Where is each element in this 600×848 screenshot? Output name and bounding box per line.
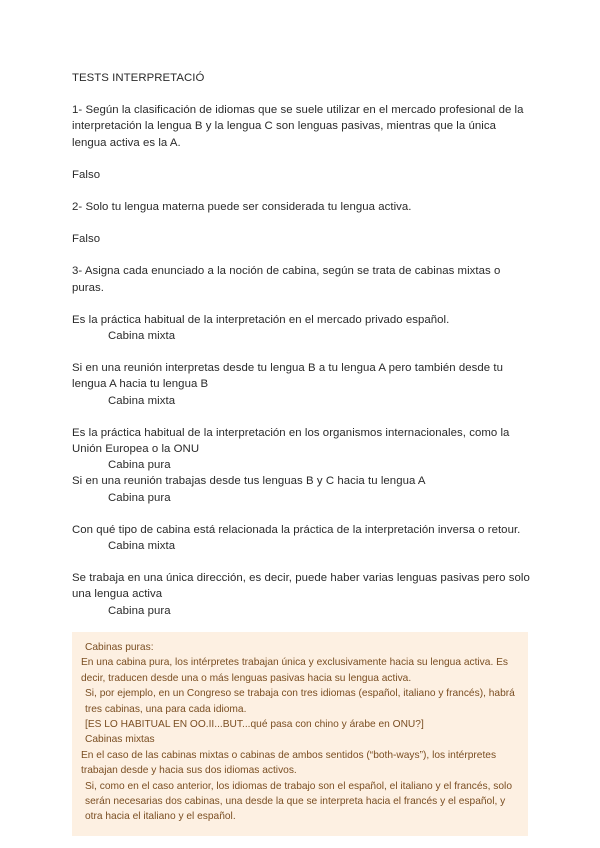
statement-5: Con qué tipo de cabina está relacionada la práctica de la interpretación inversa o retour. xyxy=(72,523,521,536)
statement-2: Si en una reunión interpretas desde tu lengua B a tu lengua A pero también desde tu lengua A hacia tu lengua B xyxy=(72,362,503,391)
note-heading-mixtas: Cabinas mixtas xyxy=(85,734,155,746)
statement-3: Es la práctica habitual de la interpretación en los organismos internacionales, como la Unión Europea o la ONU xyxy=(72,426,510,456)
document-body xyxy=(72,70,532,619)
statement-3-answer: Cabina pura xyxy=(108,459,171,472)
statement-2-answer: Cabina mixta xyxy=(108,394,176,407)
statement-6-answer: Cabina pura xyxy=(108,604,171,617)
question-1: 1- Según la clasificación de idiomas que se suele utilizar en el mercado profesional de la interpretación la lengua B y la lengua C son lenguas pasivas, mientras que la única lengua activa es la A. xyxy=(72,104,524,149)
note-line: Si, por ejemplo, en un Congreso se trabaja con tres idiomas (español, italiano y francés), habrá tres cabinas, una para cada idioma. xyxy=(85,688,515,715)
statement-6: Se trabaja en una única dirección, es decir, puede haber varias lenguas pasivas pero solo una lengua activa xyxy=(72,572,530,601)
note-comment: [ES LO HABITUAL EN OO.II...BUT...qué pasa con chino y árabe en ONU?] xyxy=(85,719,424,731)
statement-1: Es la práctica habitual de la interpretación en el mercado privado español. xyxy=(72,313,450,326)
statement-4: Si en una reunión trabajas desde tus lenguas B y C hacia tu lengua A xyxy=(72,475,426,488)
answer-2: Falso xyxy=(72,233,101,246)
statement-1-answer: Cabina mixta xyxy=(108,330,176,343)
question-2: 2- Solo tu lengua materna puede ser considerada tu lengua activa. xyxy=(72,201,412,214)
statement-5-answer: Cabina mixta xyxy=(108,540,176,553)
statement-4-answer: Cabina pura xyxy=(108,491,171,504)
notes-box xyxy=(72,632,528,836)
answer-1: Falso xyxy=(72,168,101,181)
question-3: 3- Asigna cada enunciado a la noción de cabina, según se trata de cabinas mixtas o puras. xyxy=(72,265,501,294)
note-line: En una cabina pura, los intérpretes trabajan única y exclusivamente hacia su lengua activa. Es decir, traducen desde una o más lenguas pasivas hacia su lengua activa. xyxy=(81,657,508,684)
note-line: En el caso de las cabinas mixtas o cabinas de ambos sentidos (“both-ways”), los intérpretes trabajan desde y hacia sus dos idiomas activos. xyxy=(81,749,497,777)
document-title: TESTS INTERPRETACIÓ xyxy=(72,72,205,84)
note-line: Si, como en el caso anterior, los idiomas de trabajo son el español, el italiano y el francés, solo serán necesarias dos cabinas, una desde la que se interpreta hacia el francés y el español, y otra hacia el italiano y el español. xyxy=(85,780,512,823)
note-heading-puras: Cabinas puras: xyxy=(85,642,154,653)
